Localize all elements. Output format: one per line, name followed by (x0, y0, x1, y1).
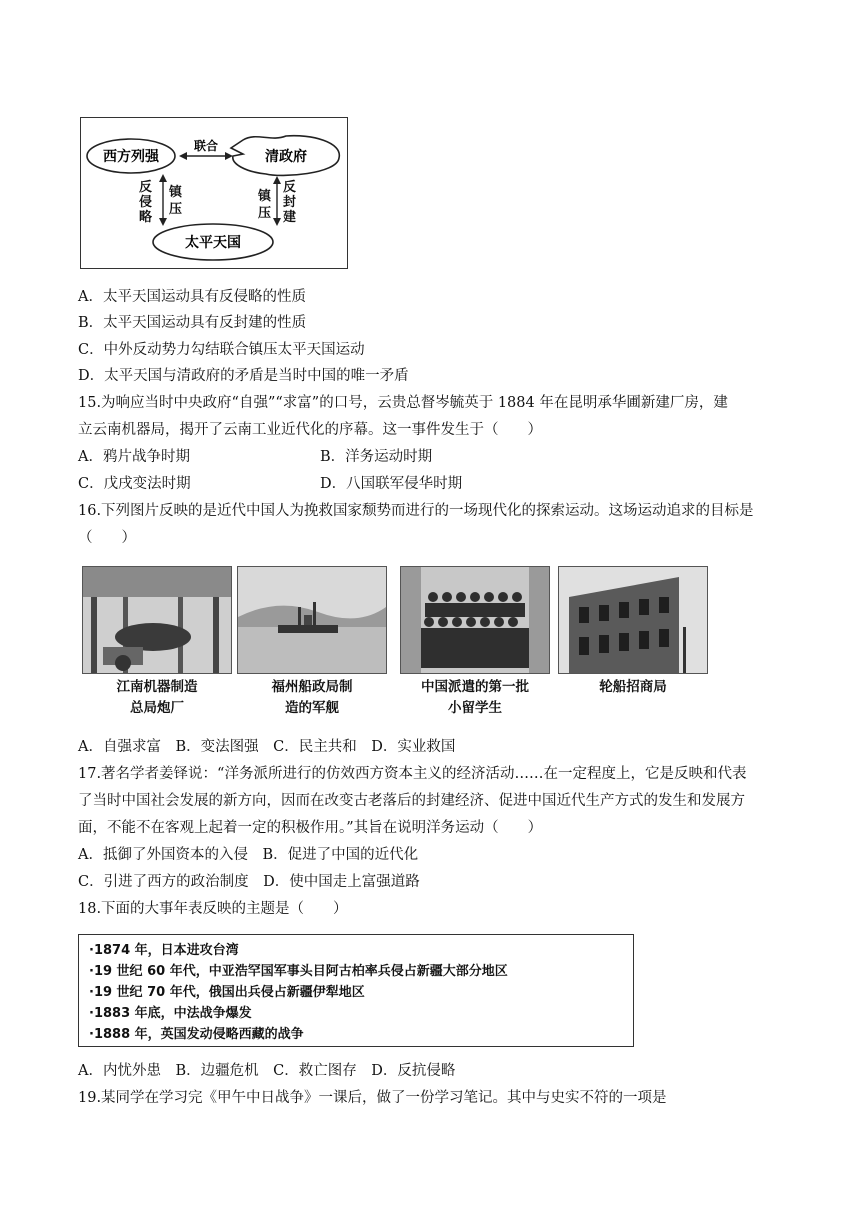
photo-china-merchants (558, 566, 708, 698)
photo-merchants-image (558, 566, 708, 674)
q15-option-d[interactable]: D．八国联军侵华时期 (320, 476, 463, 492)
diagram-svg (81, 118, 347, 268)
photo-jiangnan-arsenal (82, 566, 232, 719)
photo-jiangnan-image (82, 566, 232, 674)
q17-stem-line1: 17.著名学者姜铎说：“洋务派所进行的仿效西方资本主义的经济活动……在一定程度上，它是反映和代表 (78, 766, 747, 782)
west-label: 西方列强 (103, 149, 159, 165)
q14-option-a[interactable]: A．太平天国运动具有反侵略的性质 (78, 289, 306, 305)
alliance-label: 联合 (193, 139, 219, 153)
q17-stem-line2: 了当时中国社会发展的新方向，因而在改变古老落后的封建经济、促进中国近代生产方式的发生和发展方 (78, 793, 745, 809)
photo-caption-3a: 中国派遣的第一批 (421, 679, 529, 695)
q17-stem-line3: 面，不能不在客观上起着一定的积极作用。”其旨在说明洋务运动（ ） (78, 820, 543, 836)
timeline-event-3: ·19 世纪 70 年代，俄国出兵侵占新疆伊犁地区 (89, 985, 365, 1000)
q14-option-b[interactable]: B．太平天国运动具有反封建的性质 (78, 315, 307, 331)
photo-caption-3b: 小留学生 (448, 700, 502, 716)
timeline-event-2: ·19 世纪 60 年代，中亚浩罕国军事头目阿古柏率兵侵占新疆大部分地区 (89, 964, 508, 979)
photo-caption-1b: 总局炮厂 (130, 700, 184, 716)
photo-students-image (400, 566, 550, 674)
q17-options-cd: C．引进了西方的政治制度 D．使中国走上富强道路 (78, 874, 420, 890)
suppress-right-label: 镇压 (258, 189, 272, 221)
photo-fuzhou-image (237, 566, 387, 674)
q15-option-row1 (78, 447, 433, 467)
q14-option-d[interactable]: D．太平天国与清政府的矛盾是当时中国的唯一矛盾 (78, 368, 409, 384)
q18-stem: 18.下面的大事年表反映的主题是（ ） (78, 901, 348, 917)
q14-relationship-diagram (80, 117, 348, 269)
timeline-event-1: ·1874 年，日本进攻台湾 (89, 943, 239, 958)
anti-aggression-label: 反侵略 (139, 180, 153, 225)
q15-stem-line1: 15.为响应当时中央政府“自强”“求富”的口号，云贵总督岑毓英于 1884 年在昆明承华圃新建厂房，建 (78, 395, 728, 411)
qing-label: 清政府 (265, 149, 307, 165)
photo-fuzhou-warship (237, 566, 387, 719)
photo-students (400, 566, 550, 719)
q15-option-c[interactable]: C．戊戌变法时期 (78, 476, 191, 492)
q18-options: A．内忧外患 B．边疆危机 C．救亡图存 D．反抗侵略 (78, 1063, 456, 1079)
photo-caption-4a: 轮船招商局 (599, 679, 667, 695)
q16-options: A．自强求富 B．变法图强 C．民主共和 D．实业救国 (78, 739, 456, 755)
photo-caption-2b: 造的军舰 (285, 700, 339, 716)
q15-option-row2 (78, 474, 463, 494)
q19-stem: 19.某同学在学习完《甲午中日战争》一课后，做了一份学习笔记。其中与史实不符的一项是 (78, 1090, 667, 1106)
q15-option-b[interactable]: B．洋务运动时期 (320, 449, 433, 465)
photo-caption-1a: 江南机器制造 (116, 679, 198, 695)
q17-options-ab: A．抵御了外国资本的入侵 B．促进了中国的近代化 (78, 847, 419, 863)
q18-event-timeline (78, 934, 634, 1047)
timeline-event-4: ·1883 年底，中法战争爆发 (89, 1006, 252, 1021)
suppress-left-label: 镇压 (169, 185, 183, 217)
taiping-label: 太平天国 (185, 235, 241, 251)
q15-stem-line2: 立云南机器局，揭开了云南工业近代化的序幕。这一事件发生于（ ） (78, 422, 542, 438)
anti-feudal-label: 反封建 (283, 180, 297, 225)
timeline-event-5: ·1888 年，英国发动侵略西藏的战争 (89, 1027, 304, 1042)
q14-option-c[interactable]: C．中外反动势力勾结联合镇压太平天国运动 (78, 342, 365, 358)
photo-caption-2a: 福州船政局制 (271, 679, 353, 695)
q16-stem-line1: 16.下列图片反映的是近代中国人为挽救国家颓势而进行的一场现代化的探索运动。这场运动追求的目标是 (78, 503, 754, 519)
q16-photo-row (80, 566, 720, 726)
q16-stem-line2: （ ） (78, 530, 136, 546)
q15-option-a[interactable]: A．鸦片战争时期 (78, 449, 190, 465)
